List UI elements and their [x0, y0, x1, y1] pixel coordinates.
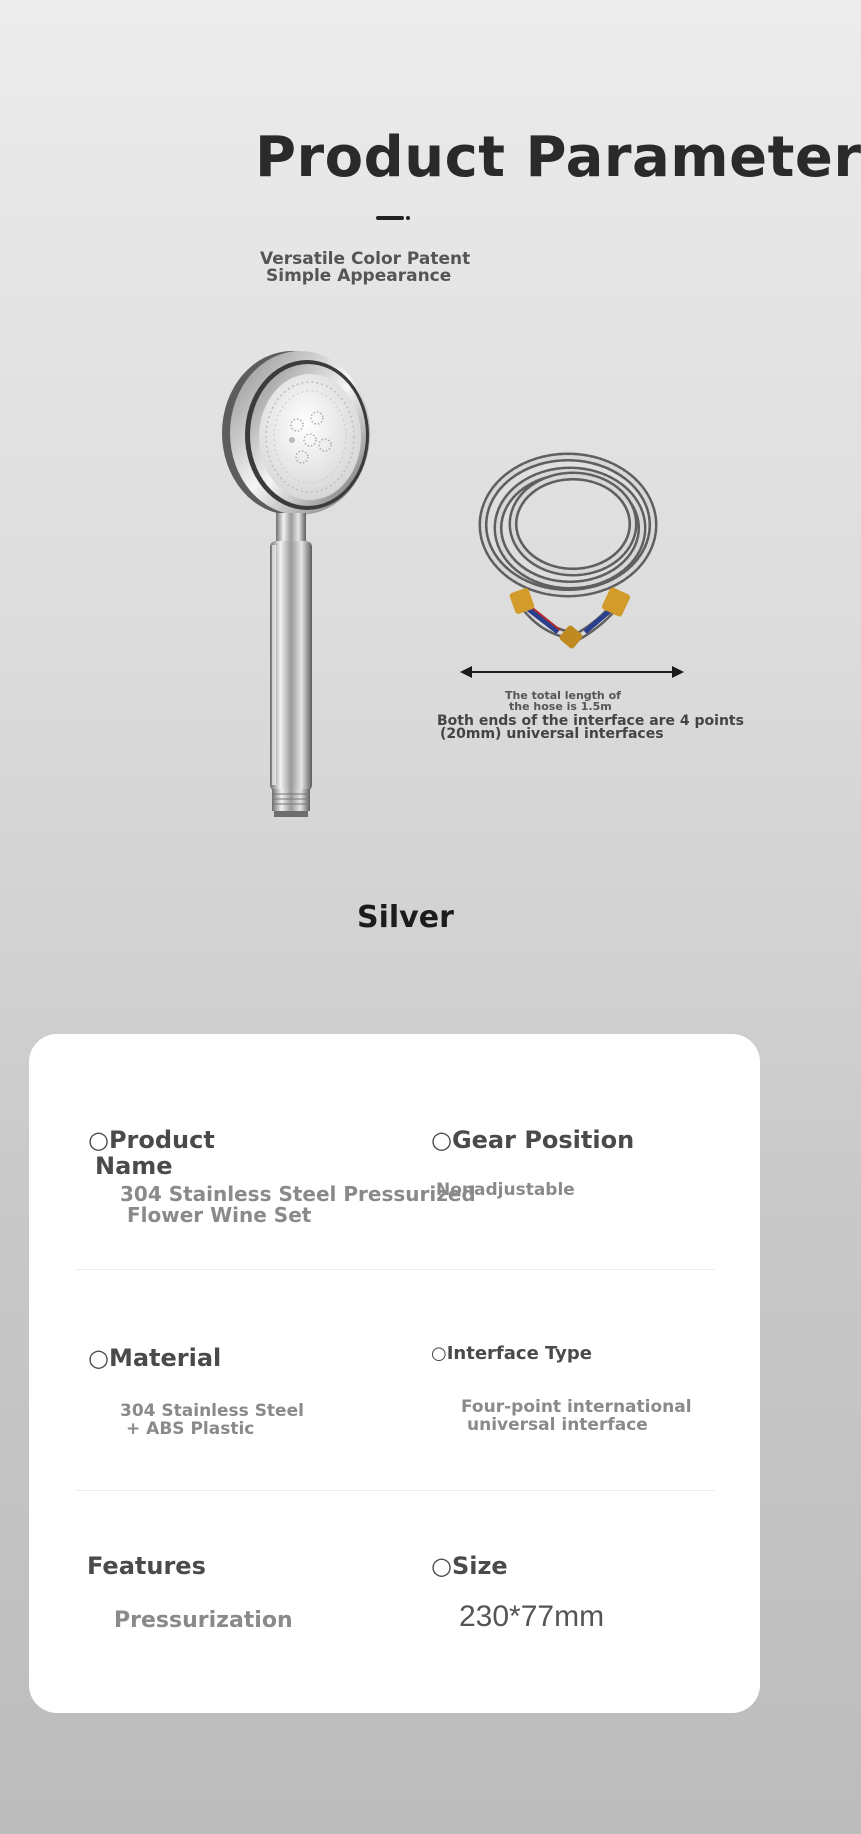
product-name-title-line-2: Name [95, 1152, 173, 1180]
subtitle-line-1: Versatile Color Patent [260, 249, 471, 269]
features-title: Features [87, 1552, 206, 1580]
bullet-icon: ○ [431, 1126, 452, 1154]
product-name-title: ○Product [88, 1126, 215, 1154]
product-name-value-line-2: Flower Wine Set [127, 1203, 312, 1227]
color-label: Silver [357, 900, 454, 935]
bullet-icon: ○ [88, 1344, 109, 1372]
hose-image [470, 440, 670, 660]
features-value: Pressurization [114, 1608, 293, 1633]
hose-interface-note-line-2: (20mm) universal interfaces [440, 726, 664, 742]
bullet-icon: ○ [88, 1126, 109, 1154]
double-arrow-icon [458, 662, 686, 682]
title-underline [376, 216, 404, 220]
interface-type-value-line-1: Four-point international [461, 1397, 692, 1417]
bullet-icon: ○ [431, 1343, 447, 1364]
page-title: Product Parameter [255, 125, 861, 190]
row-divider-1 [75, 1269, 715, 1270]
hose-interface-note-line-1: Both ends of the interface are 4 points [437, 713, 744, 729]
interface-type-title: ○Interface Type [431, 1343, 593, 1364]
subtitle-line-2: Simple Appearance [266, 266, 452, 286]
title-underline-dot [406, 216, 410, 220]
hose-length-note-line-2: the hose is 1.5m [509, 700, 612, 713]
gear-position-title: ○Gear Position [431, 1126, 635, 1154]
material-title: ○Material [88, 1344, 222, 1372]
shower-head-image [210, 345, 400, 825]
product-name-value-line-1: 304 Stainless Steel Pressurized [120, 1182, 476, 1206]
gear-position-value: Nonadjustable [436, 1180, 575, 1200]
interface-type-value-line-2: universal interface [467, 1415, 648, 1435]
row-divider-2 [75, 1490, 715, 1491]
material-value-line-2: + ABS Plastic [126, 1419, 255, 1439]
hose-length-note-line-1: The total length of [505, 689, 621, 702]
bullet-icon: ○ [431, 1552, 452, 1580]
size-value: 230*77mm [459, 1600, 605, 1633]
material-value-line-1: 304 Stainless Steel [120, 1401, 304, 1421]
size-title: ○Size [431, 1552, 508, 1580]
